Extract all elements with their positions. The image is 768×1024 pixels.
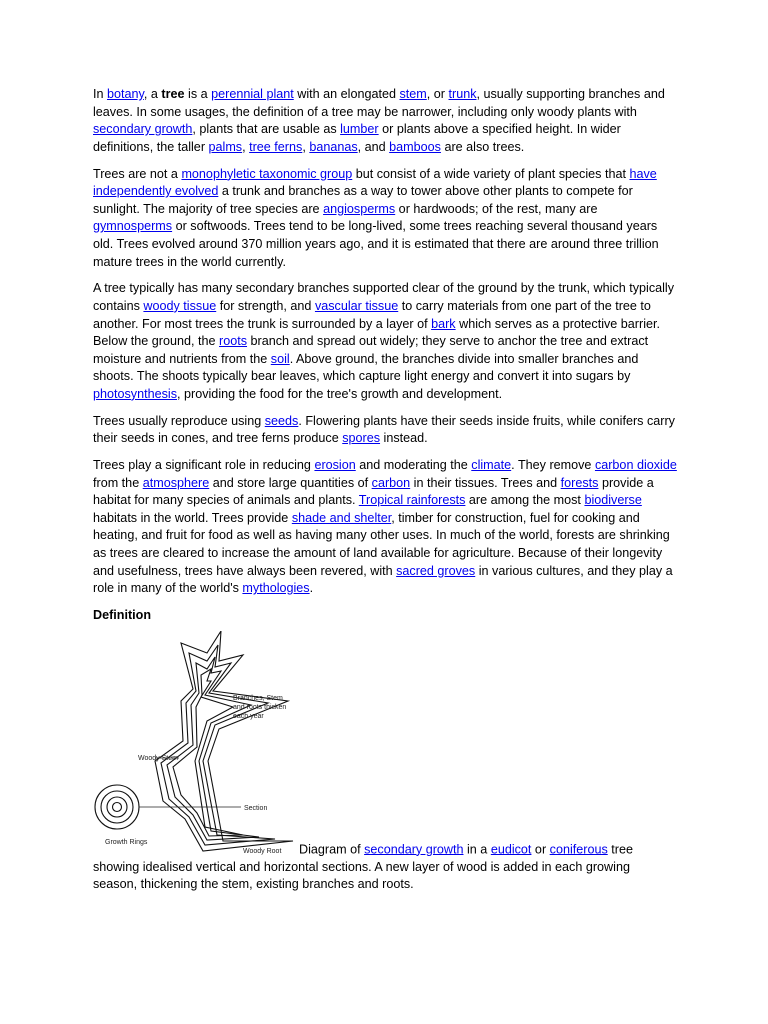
text: In (93, 87, 108, 101)
text: , timber for construction, fuel for cooking and heating, and fruit for food as well as having many other uses. In much of the world, forests are shrinking as trees are cleared to increase the amount of land available for agriculture. Because of their longevity and usefulness, trees have always been revered, with (93, 510, 670, 578)
text: Trees play a significant role in reducing (93, 458, 315, 473)
label-section: Section (244, 804, 268, 812)
link-carbon[interactable]: carbon (371, 475, 411, 490)
link-independently-evolved[interactable]: have independently evolved (93, 166, 657, 199)
link-atmosphere[interactable]: atmosphere (142, 475, 210, 490)
tree-outline-layers (155, 631, 293, 851)
link-vascular-tissue[interactable]: vascular tissue (314, 298, 399, 313)
text: and moderating the (355, 458, 472, 473)
text: in various cultures, and they play a role in many of the world's (93, 563, 673, 596)
diagram-leader-lines (139, 758, 241, 807)
text: or hardwoods; of the rest, many are (395, 201, 598, 216)
section-heading-definition: Definition (93, 607, 152, 622)
paragraph-intro (93, 86, 677, 156)
link-coniferous[interactable]: coniferous (549, 841, 608, 856)
paragraph-reproduction (93, 413, 677, 448)
label-branches-line1: Branches, Stem (233, 694, 283, 702)
link-erosion[interactable]: erosion (314, 458, 356, 473)
link-biodiverse[interactable]: biodiverse (584, 493, 642, 508)
text: in their tissues. Trees and (410, 475, 561, 490)
link-botany[interactable]: botany (107, 87, 144, 101)
text: . They remove (511, 458, 595, 473)
growth-ring (107, 797, 127, 817)
caption-text: in a (463, 841, 491, 856)
link-bamboos[interactable]: bamboos (389, 139, 441, 154)
text: are among the most (465, 493, 585, 508)
link-soil[interactable]: soil (270, 351, 290, 366)
text: instead. (380, 431, 428, 446)
text: are also trees. (440, 139, 525, 154)
link-trunk[interactable]: trunk (448, 87, 477, 101)
growth-rings-section (95, 785, 139, 829)
link-forests[interactable]: forests (560, 475, 599, 490)
link-monophyletic[interactable]: monophyletic taxonomic group (181, 166, 353, 181)
paragraph-role (93, 457, 677, 598)
text: a trunk and branches as a way to tower above other plants to compete for sunlight. The majority of tree species are (93, 184, 633, 216)
link-tropical-rainforests[interactable]: Tropical rainforests (358, 493, 466, 508)
link-perennial-plant[interactable]: perennial plant (211, 87, 294, 101)
term-tree: tree (161, 87, 185, 101)
label-woody-root: Woody Root (243, 847, 282, 855)
text: or softwoods. Trees tend to be long-lived, some trees reaching several thousand years old. Trees evolved around 370 million years ago, and it is estimated that there are around three trillion mature trees in the world currently. (93, 219, 659, 269)
text: and store large quantities of (209, 475, 372, 490)
text: but consist of a wide variety of plant species that (352, 166, 630, 181)
link-gymnosperms[interactable]: gymnosperms (93, 219, 173, 234)
text: habitats in the world. Trees provide (93, 510, 292, 525)
text: , usually supporting branches and leaves. In some usages, the definition of a tree may be narrower, including only woody plants with (93, 87, 665, 119)
link-secondary-growth[interactable]: secondary growth (93, 122, 193, 137)
text: to carry materials from one part of the tree to another. For most trees the trunk is surrounded by a layer of (93, 298, 651, 331)
text: A tree typically has many secondary branches supported clear of the ground by the trunk, which typically contains (93, 281, 675, 313)
label-branches-line3: each year (233, 712, 264, 720)
text: provide a habitat for many species of animals and plants. (93, 475, 654, 508)
link-sacred-groves[interactable]: sacred groves (396, 563, 476, 578)
link-stem[interactable]: stem (399, 87, 427, 101)
link-palms[interactable]: palms (208, 139, 243, 154)
tree-layer-outer (155, 631, 293, 851)
link-bark[interactable]: bark (431, 316, 456, 331)
label-woody-stem: Woody Stem (138, 754, 178, 762)
text: for strength, and (216, 298, 315, 313)
link-shade-and-shelter[interactable]: shade and shelter (291, 510, 392, 525)
caption-text: or (531, 841, 550, 856)
text: or plants above a specified height. In wider definitions, the taller (93, 122, 621, 154)
text: Trees are not a (93, 166, 182, 181)
growth-ring (95, 785, 139, 829)
text: is a (184, 87, 212, 101)
caption-text: tree showing idealised vertical and horizontal sections. A new layer of wood is added in each growing season, thickening the stem, existing branches and roots. (93, 841, 633, 892)
text: . Flowering plants have their seeds inside fruits, while conifers carry their seeds in cones, and tree ferns produce (93, 413, 675, 446)
text: Trees usually reproduce using (93, 413, 265, 428)
text: , or (426, 87, 449, 101)
diagram-svg (93, 631, 299, 859)
text: branch and spread out widely; they serve to anchor the tree and extract moisture and nutrients from the (93, 334, 649, 366)
paragraph-structure (93, 280, 677, 403)
link-carbon-dioxide[interactable]: carbon dioxide (594, 458, 677, 473)
link-eudicot[interactable]: eudicot (490, 841, 532, 856)
text: , and (357, 139, 390, 154)
link-roots[interactable]: roots (219, 334, 248, 349)
link-mythologies[interactable]: mythologies (242, 581, 310, 596)
text: . (309, 581, 314, 596)
text: , (302, 139, 310, 154)
text: , providing the food for the tree's growth and development. (177, 386, 503, 401)
text: with an elongated (293, 87, 400, 101)
figure-paragraph (93, 631, 677, 894)
label-branches-line2: and roots thicken (233, 703, 287, 711)
link-bananas[interactable]: bananas (309, 139, 358, 154)
text: from the (93, 475, 143, 490)
text: . Above ground, the branches divide into smaller branches and shoots. The shoots typically bear leaves, which capture light energy and convert it into sugars by (93, 351, 639, 384)
link-climate[interactable]: climate (471, 458, 512, 473)
secondary-growth-diagram (93, 631, 299, 859)
text: which serves as a protective barrier. Below the ground, the (93, 316, 660, 349)
link-seeds[interactable]: seeds (264, 413, 299, 428)
growth-ring (113, 802, 122, 811)
link-lumber[interactable]: lumber (340, 122, 379, 137)
link-woody-tissue[interactable]: woody tissue (143, 298, 217, 313)
link-spores[interactable]: spores (342, 431, 381, 446)
label-growth-rings: Growth Rings (105, 838, 148, 846)
link-tree-ferns[interactable]: tree ferns (249, 139, 303, 154)
link-angiosperms[interactable]: angiosperms (323, 201, 396, 216)
growth-ring (101, 791, 133, 823)
text: , (242, 139, 250, 154)
link-photosynthesis[interactable]: photosynthesis (93, 386, 178, 401)
text: , plants that are usable as (192, 122, 341, 137)
link-secondary-growth-caption[interactable]: secondary growth (364, 841, 464, 856)
text: , a (143, 87, 162, 101)
caption-text: Diagram of (299, 841, 365, 856)
paragraph-evolution (93, 166, 677, 272)
article-body (93, 86, 677, 894)
